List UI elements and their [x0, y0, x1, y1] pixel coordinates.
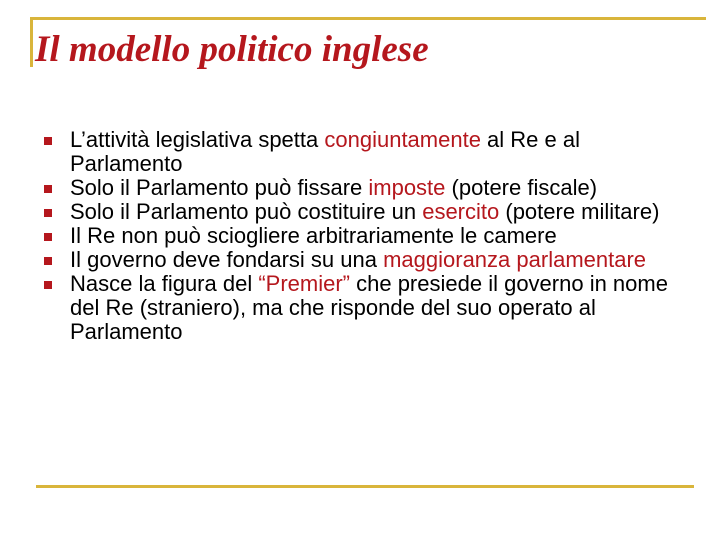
square-bullet-icon: [44, 137, 52, 145]
bullet-highlight: maggioranza parlamentare: [383, 247, 647, 272]
bullet-text: Nasce la figura del: [70, 271, 259, 296]
frame-top-line: [30, 17, 706, 20]
bullet-text: al Re e al Parlamento: [70, 127, 580, 176]
bullet-item: [40, 248, 680, 272]
bullet-item: [40, 128, 680, 176]
bullet-highlight: congiuntamente: [324, 127, 481, 152]
bullet-list: [40, 128, 680, 344]
bullet-text: L’attività legislativa spetta: [70, 127, 325, 152]
bullet-highlight: imposte: [368, 175, 446, 200]
frame-bottom-line: [36, 485, 694, 488]
bullet-text: Il governo deve fondarsi su una: [70, 247, 384, 272]
bullet-highlight: esercito: [422, 199, 500, 224]
bullet-text: Solo il Parlamento può costituire un: [70, 199, 423, 224]
square-bullet-icon: [44, 257, 52, 265]
square-bullet-icon: [44, 281, 52, 289]
bullet-text: che presiede il governo in nome del Re (straniero), ma che risponde del suo operato al Parlamento: [70, 271, 668, 344]
bullet-text: Il Re non può sciogliere arbitrariamente le camere: [70, 223, 557, 248]
square-bullet-icon: [44, 233, 52, 241]
bullet-highlight: “Premier”: [258, 271, 350, 296]
bullet-item: [40, 176, 680, 200]
square-bullet-icon: [44, 209, 52, 217]
bullet-text: (potere fiscale): [445, 175, 598, 200]
frame-left-line: [30, 17, 33, 67]
slide-title: Il modello politico inglese: [35, 29, 429, 70]
bullet-text: Solo il Parlamento può fissare: [70, 175, 369, 200]
bullet-item: [40, 272, 680, 344]
bullet-item: [40, 200, 680, 224]
bullet-text: (potere militare): [499, 199, 660, 224]
bullet-item: [40, 224, 680, 248]
square-bullet-icon: [44, 185, 52, 193]
